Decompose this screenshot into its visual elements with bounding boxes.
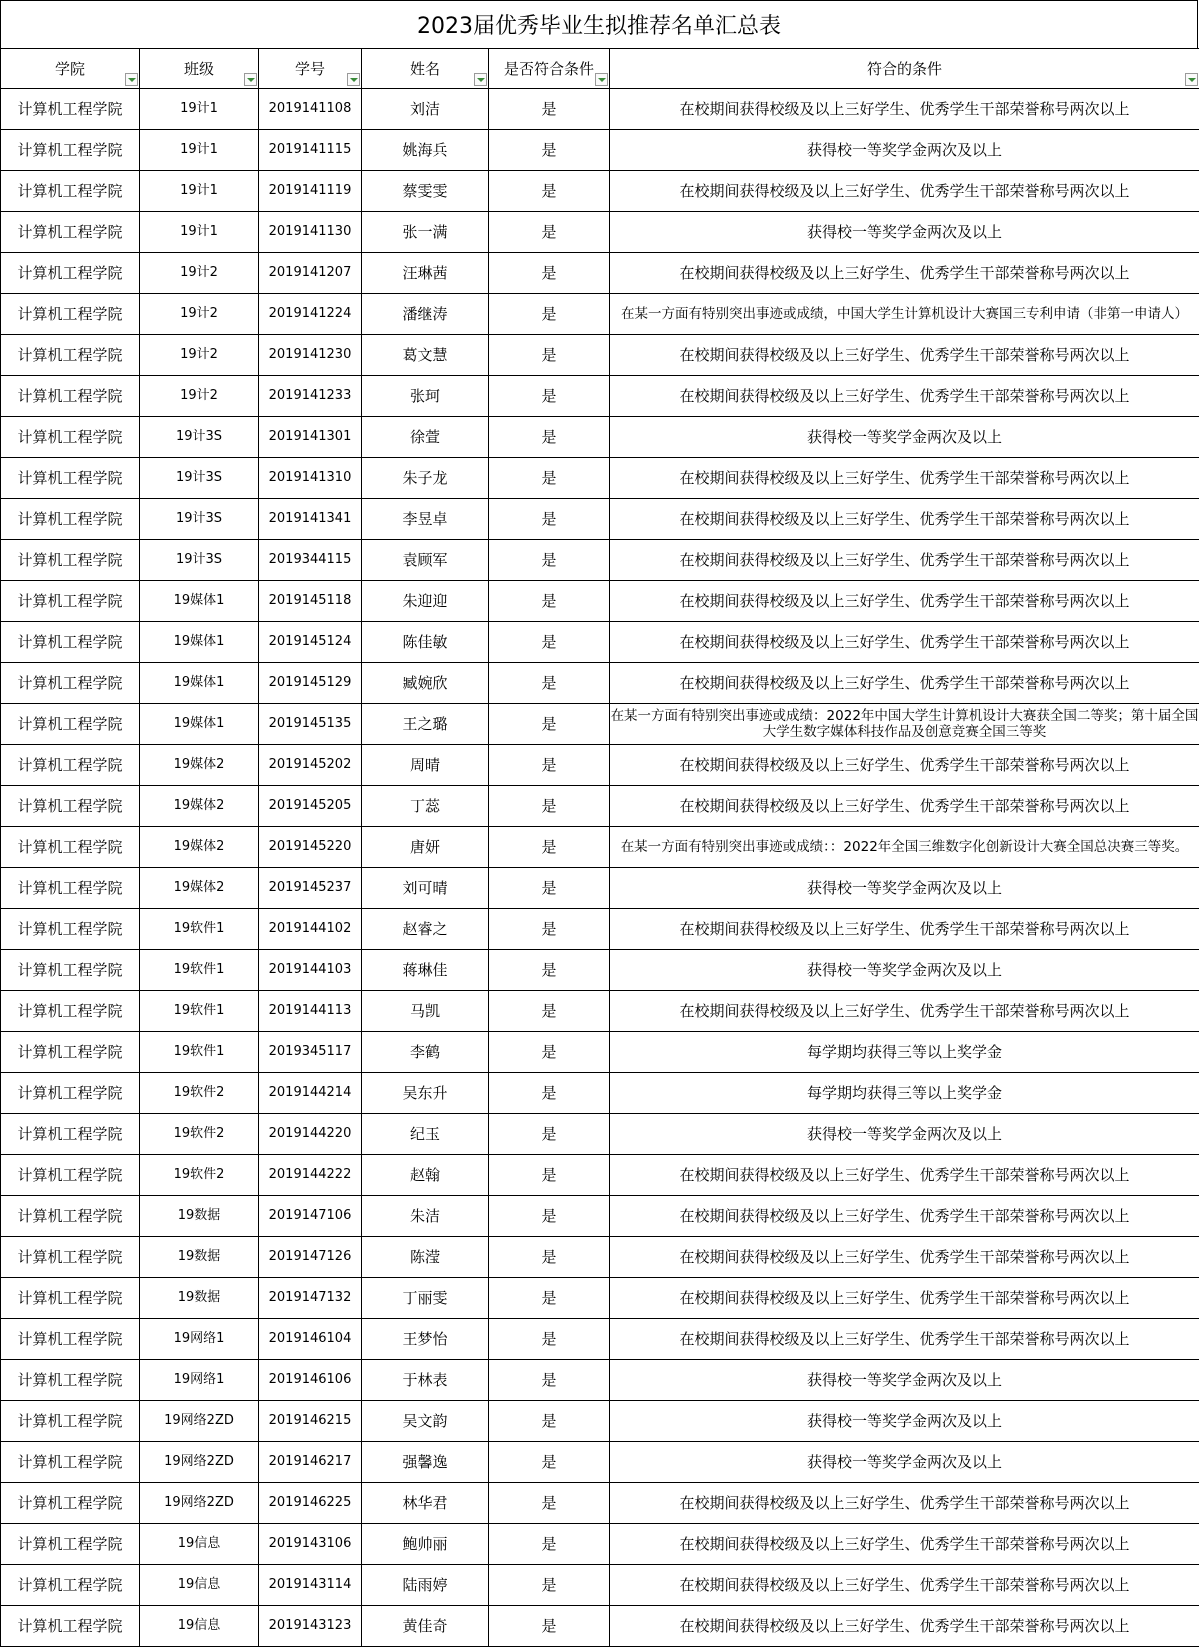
- cell-college[interactable]: 计算机工程学院: [1, 909, 140, 950]
- cell-student-id[interactable]: 2019144103: [259, 950, 362, 991]
- table-row: [1, 991, 1199, 1032]
- cell-conditions[interactable]: 在校期间获得校级及以上三好学生、优秀学生干部荣誉称号两次以上: [610, 1319, 1199, 1360]
- cell-conditions[interactable]: 在校期间获得校级及以上三好学生、优秀学生干部荣誉称号两次以上: [610, 1565, 1199, 1606]
- cell-qualified[interactable]: 是: [489, 417, 610, 458]
- cell-class[interactable]: 19网络1: [140, 1360, 259, 1401]
- cell-student-id[interactable]: 2019141301: [259, 417, 362, 458]
- cell-conditions[interactable]: 在校期间获得校级及以上三好学生、优秀学生干部荣誉称号两次以上: [610, 376, 1199, 417]
- cell-college[interactable]: 计算机工程学院: [1, 1401, 140, 1442]
- cell-conditions[interactable]: 每学期均获得三等以上奖学金: [610, 1073, 1199, 1114]
- cell-class[interactable]: 19网络2ZD: [140, 1483, 259, 1524]
- header-label: 学院: [55, 60, 85, 78]
- cell-qualified[interactable]: 是: [489, 1196, 610, 1237]
- cell-class[interactable]: 19计1: [140, 89, 259, 130]
- cell-name[interactable]: 陈滢: [362, 1237, 489, 1278]
- cell-conditions[interactable]: 在校期间获得校级及以上三好学生、优秀学生干部荣誉称号两次以上: [610, 540, 1199, 581]
- cell-conditions[interactable]: 获得校一等奖学金两次及以上: [610, 1401, 1199, 1442]
- cell-conditions[interactable]: 在校期间获得校级及以上三好学生、优秀学生干部荣誉称号两次以上: [610, 1606, 1199, 1647]
- cell-class[interactable]: 19数据: [140, 1278, 259, 1319]
- cell-college[interactable]: 计算机工程学院: [1, 1155, 140, 1196]
- cell-conditions[interactable]: 在校期间获得校级及以上三好学生、优秀学生干部荣誉称号两次以上: [610, 253, 1199, 294]
- cell-student-id[interactable]: 2019146225: [259, 1483, 362, 1524]
- cell-name[interactable]: 刘可晴: [362, 868, 489, 909]
- cell-conditions[interactable]: 获得校一等奖学金两次及以上: [610, 1442, 1199, 1483]
- cell-class[interactable]: 19计2: [140, 335, 259, 376]
- cell-qualified[interactable]: 是: [489, 1032, 610, 1073]
- cell-college[interactable]: 计算机工程学院: [1, 540, 140, 581]
- cell-student-id[interactable]: 2019144113: [259, 991, 362, 1032]
- cell-name[interactable]: 刘洁: [362, 89, 489, 130]
- cell-student-id[interactable]: 2019141230: [259, 335, 362, 376]
- cell-qualified[interactable]: 是: [489, 335, 610, 376]
- cell-student-id[interactable]: 2019147132: [259, 1278, 362, 1319]
- cell-name[interactable]: 丁蕊: [362, 786, 489, 827]
- header-qualified: [489, 49, 610, 89]
- cell-college[interactable]: 计算机工程学院: [1, 417, 140, 458]
- cell-qualified[interactable]: 是: [489, 1360, 610, 1401]
- cell-college[interactable]: 计算机工程学院: [1, 786, 140, 827]
- cell-qualified[interactable]: 是: [489, 950, 610, 991]
- cell-college[interactable]: 计算机工程学院: [1, 663, 140, 704]
- cell-college[interactable]: 计算机工程学院: [1, 704, 140, 745]
- sheet-title: 2023届优秀毕业生拟推荐名单汇总表: [0, 0, 1198, 49]
- cell-conditions[interactable]: 在某一方面有特别突出事迹或成绩：2022年中国大学生计算机设计大赛获全国二等奖；第十届全国大学生数字媒体科技作品及创意竞赛全国三等奖: [610, 704, 1199, 745]
- filter-dropdown-icon[interactable]: [595, 73, 608, 86]
- cell-conditions[interactable]: 在校期间获得校级及以上三好学生、优秀学生干部荣誉称号两次以上: [610, 1278, 1199, 1319]
- cell-qualified[interactable]: 是: [489, 89, 610, 130]
- cell-student-id[interactable]: 2019144222: [259, 1155, 362, 1196]
- cell-name[interactable]: 李昱卓: [362, 499, 489, 540]
- cell-student-id[interactable]: 2019146215: [259, 1401, 362, 1442]
- cell-qualified[interactable]: 是: [489, 1073, 610, 1114]
- table-row: [1, 909, 1199, 950]
- cell-student-id[interactable]: 2019146106: [259, 1360, 362, 1401]
- cell-name[interactable]: 唐妍: [362, 827, 489, 868]
- cell-student-id[interactable]: 2019146104: [259, 1319, 362, 1360]
- filter-dropdown-icon[interactable]: [347, 73, 360, 86]
- header-label: 符合的条件: [867, 60, 942, 78]
- cell-student-id[interactable]: 2019146217: [259, 1442, 362, 1483]
- filter-dropdown-icon[interactable]: [474, 73, 487, 86]
- cell-college[interactable]: 计算机工程学院: [1, 335, 140, 376]
- cell-conditions[interactable]: 每学期均获得三等以上奖学金: [610, 1032, 1199, 1073]
- cell-college[interactable]: 计算机工程学院: [1, 1606, 140, 1647]
- table-row: [1, 1565, 1199, 1606]
- cell-qualified[interactable]: 是: [489, 540, 610, 581]
- cell-student-id[interactable]: 2019141115: [259, 130, 362, 171]
- cell-student-id[interactable]: 2019141108: [259, 89, 362, 130]
- cell-name[interactable]: 赵翰: [362, 1155, 489, 1196]
- cell-college[interactable]: 计算机工程学院: [1, 1278, 140, 1319]
- table-row: [1, 868, 1199, 909]
- cell-conditions[interactable]: 在校期间获得校级及以上三好学生、优秀学生干部荣誉称号两次以上: [610, 622, 1199, 663]
- header-student-id: [259, 49, 362, 89]
- cell-class[interactable]: 19软件2: [140, 1114, 259, 1155]
- cell-name[interactable]: 赵睿之: [362, 909, 489, 950]
- header-class: [140, 49, 259, 89]
- cell-class[interactable]: 19软件1: [140, 950, 259, 991]
- table-row: [1, 458, 1199, 499]
- cell-qualified[interactable]: 是: [489, 253, 610, 294]
- cell-qualified[interactable]: 是: [489, 1401, 610, 1442]
- cell-class[interactable]: 19媒体1: [140, 663, 259, 704]
- cell-qualified[interactable]: 是: [489, 745, 610, 786]
- cell-student-id[interactable]: 2019141130: [259, 212, 362, 253]
- cell-college[interactable]: 计算机工程学院: [1, 581, 140, 622]
- cell-class[interactable]: 19媒体2: [140, 786, 259, 827]
- cell-name[interactable]: 强馨逸: [362, 1442, 489, 1483]
- cell-conditions[interactable]: 获得校一等奖学金两次及以上: [610, 868, 1199, 909]
- cell-qualified[interactable]: 是: [489, 458, 610, 499]
- cell-college[interactable]: 计算机工程学院: [1, 1032, 140, 1073]
- cell-class[interactable]: 19计3S: [140, 458, 259, 499]
- cell-student-id[interactable]: 2019147106: [259, 1196, 362, 1237]
- cell-student-id[interactable]: 2019345117: [259, 1032, 362, 1073]
- cell-college[interactable]: 计算机工程学院: [1, 1360, 140, 1401]
- header-college: [1, 49, 140, 89]
- table-row: [1, 294, 1199, 335]
- cell-conditions[interactable]: 在校期间获得校级及以上三好学生、优秀学生干部荣誉称号两次以上: [610, 991, 1199, 1032]
- cell-conditions[interactable]: 在校期间获得校级及以上三好学生、优秀学生干部荣誉称号两次以上: [610, 171, 1199, 212]
- table-row: [1, 950, 1199, 991]
- cell-conditions[interactable]: 获得校一等奖学金两次及以上: [610, 1114, 1199, 1155]
- cell-college[interactable]: 计算机工程学院: [1, 1114, 140, 1155]
- cell-student-id[interactable]: 2019147126: [259, 1237, 362, 1278]
- table-row: [1, 1524, 1199, 1565]
- cell-qualified[interactable]: 是: [489, 704, 610, 745]
- cell-name[interactable]: 张珂: [362, 376, 489, 417]
- cell-student-id[interactable]: 2019141207: [259, 253, 362, 294]
- cell-qualified[interactable]: 是: [489, 827, 610, 868]
- table-row: [1, 1401, 1199, 1442]
- cell-name[interactable]: 臧婉欣: [362, 663, 489, 704]
- cell-college[interactable]: 计算机工程学院: [1, 212, 140, 253]
- cell-student-id[interactable]: 2019145118: [259, 581, 362, 622]
- cell-qualified[interactable]: 是: [489, 130, 610, 171]
- cell-name[interactable]: 朱子龙: [362, 458, 489, 499]
- cell-conditions[interactable]: 在校期间获得校级及以上三好学生、优秀学生干部荣誉称号两次以上: [610, 909, 1199, 950]
- header-conditions: [610, 49, 1199, 89]
- cell-name[interactable]: 陈佳敏: [362, 622, 489, 663]
- cell-class[interactable]: 19计2: [140, 294, 259, 335]
- cell-conditions[interactable]: 在校期间获得校级及以上三好学生、优秀学生干部荣誉称号两次以上: [610, 499, 1199, 540]
- table-row: [1, 704, 1199, 745]
- table-row: [1, 171, 1199, 212]
- table-row: [1, 1442, 1199, 1483]
- table-row: [1, 745, 1199, 786]
- table-row: [1, 499, 1199, 540]
- cell-class[interactable]: 19信息: [140, 1524, 259, 1565]
- cell-class[interactable]: 19网络2ZD: [140, 1442, 259, 1483]
- cell-college[interactable]: 计算机工程学院: [1, 171, 140, 212]
- cell-class[interactable]: 19计1: [140, 130, 259, 171]
- cell-student-id[interactable]: 2019141341: [259, 499, 362, 540]
- table-row: [1, 622, 1199, 663]
- cell-class[interactable]: 19计3S: [140, 540, 259, 581]
- cell-college[interactable]: 计算机工程学院: [1, 1565, 140, 1606]
- cell-name[interactable]: 张一满: [362, 212, 489, 253]
- cell-college[interactable]: 计算机工程学院: [1, 745, 140, 786]
- cell-qualified[interactable]: 是: [489, 1524, 610, 1565]
- header-label: 是否符合条件: [504, 60, 594, 78]
- header-label: 姓名: [410, 60, 440, 78]
- recommendation-table: [0, 48, 1199, 1647]
- cell-name[interactable]: 鲍帅丽: [362, 1524, 489, 1565]
- table-row: [1, 1483, 1199, 1524]
- cell-qualified[interactable]: 是: [489, 212, 610, 253]
- cell-name[interactable]: 于林表: [362, 1360, 489, 1401]
- cell-name[interactable]: 丁丽雯: [362, 1278, 489, 1319]
- table-row: [1, 1606, 1199, 1647]
- cell-qualified[interactable]: 是: [489, 663, 610, 704]
- cell-qualified[interactable]: 是: [489, 1442, 610, 1483]
- cell-qualified[interactable]: 是: [489, 1565, 610, 1606]
- cell-conditions[interactable]: 在校期间获得校级及以上三好学生、优秀学生干部荣誉称号两次以上: [610, 1196, 1199, 1237]
- filter-dropdown-icon[interactable]: [125, 73, 138, 86]
- cell-college[interactable]: 计算机工程学院: [1, 458, 140, 499]
- cell-class[interactable]: 19计2: [140, 253, 259, 294]
- cell-class[interactable]: 19计3S: [140, 417, 259, 458]
- cell-qualified[interactable]: 是: [489, 1319, 610, 1360]
- cell-college[interactable]: 计算机工程学院: [1, 130, 140, 171]
- cell-college[interactable]: 计算机工程学院: [1, 1524, 140, 1565]
- cell-student-id[interactable]: 2019145237: [259, 868, 362, 909]
- cell-name[interactable]: 林华君: [362, 1483, 489, 1524]
- filter-dropdown-icon[interactable]: [1185, 73, 1198, 86]
- cell-conditions[interactable]: 在校期间获得校级及以上三好学生、优秀学生干部荣誉称号两次以上: [610, 663, 1199, 704]
- table-row: [1, 827, 1199, 868]
- table-row: [1, 253, 1199, 294]
- cell-qualified[interactable]: 是: [489, 786, 610, 827]
- table-row: [1, 130, 1199, 171]
- cell-name[interactable]: 吴东升: [362, 1073, 489, 1114]
- cell-college[interactable]: 计算机工程学院: [1, 1442, 140, 1483]
- cell-class[interactable]: 19网络1: [140, 1319, 259, 1360]
- filter-dropdown-icon[interactable]: [244, 73, 257, 86]
- table-row: [1, 1032, 1199, 1073]
- table-row: [1, 376, 1199, 417]
- cell-class[interactable]: 19软件1: [140, 1032, 259, 1073]
- table-row: [1, 417, 1199, 458]
- table-row: [1, 1073, 1199, 1114]
- cell-name[interactable]: 徐萱: [362, 417, 489, 458]
- cell-student-id[interactable]: 2019344115: [259, 540, 362, 581]
- table-row: [1, 540, 1199, 581]
- cell-student-id[interactable]: 2019145135: [259, 704, 362, 745]
- cell-college[interactable]: 计算机工程学院: [1, 294, 140, 335]
- cell-name[interactable]: 马凯: [362, 991, 489, 1032]
- cell-name[interactable]: 黄佳奇: [362, 1606, 489, 1647]
- cell-conditions[interactable]: 获得校一等奖学金两次及以上: [610, 212, 1199, 253]
- cell-college[interactable]: 计算机工程学院: [1, 1237, 140, 1278]
- cell-student-id[interactable]: 2019145205: [259, 786, 362, 827]
- cell-conditions[interactable]: 获得校一等奖学金两次及以上: [610, 130, 1199, 171]
- cell-class[interactable]: 19数据: [140, 1237, 259, 1278]
- cell-class[interactable]: 19媒体2: [140, 868, 259, 909]
- cell-qualified[interactable]: 是: [489, 1114, 610, 1155]
- cell-class[interactable]: 19软件1: [140, 991, 259, 1032]
- cell-conditions[interactable]: 在校期间获得校级及以上三好学生、优秀学生干部荣誉称号两次以上: [610, 745, 1199, 786]
- cell-student-id[interactable]: 2019141224: [259, 294, 362, 335]
- cell-name[interactable]: 蒋琳佳: [362, 950, 489, 991]
- cell-name[interactable]: 蔡雯雯: [362, 171, 489, 212]
- table-row: [1, 89, 1199, 130]
- table-row: [1, 1237, 1199, 1278]
- cell-conditions[interactable]: 在校期间获得校级及以上三好学生、优秀学生干部荣誉称号两次以上: [610, 1155, 1199, 1196]
- cell-college[interactable]: 计算机工程学院: [1, 1196, 140, 1237]
- table-row: [1, 1278, 1199, 1319]
- cell-name[interactable]: 李鹤: [362, 1032, 489, 1073]
- cell-conditions[interactable]: 在校期间获得校级及以上三好学生、优秀学生干部荣誉称号两次以上: [610, 1237, 1199, 1278]
- cell-conditions[interactable]: 在校期间获得校级及以上三好学生、优秀学生干部荣誉称号两次以上: [610, 1483, 1199, 1524]
- cell-conditions[interactable]: 在校期间获得校级及以上三好学生、优秀学生干部荣誉称号两次以上: [610, 458, 1199, 499]
- cell-name[interactable]: 纪玉: [362, 1114, 489, 1155]
- cell-student-id[interactable]: 2019144214: [259, 1073, 362, 1114]
- cell-class[interactable]: 19计3S: [140, 499, 259, 540]
- cell-qualified[interactable]: 是: [489, 1483, 610, 1524]
- cell-student-id[interactable]: 2019145202: [259, 745, 362, 786]
- cell-class[interactable]: 19计1: [140, 212, 259, 253]
- cell-qualified[interactable]: 是: [489, 1278, 610, 1319]
- cell-qualified[interactable]: 是: [489, 499, 610, 540]
- cell-name[interactable]: 姚海兵: [362, 130, 489, 171]
- cell-college[interactable]: 计算机工程学院: [1, 868, 140, 909]
- cell-student-id[interactable]: 2019143123: [259, 1606, 362, 1647]
- cell-conditions[interactable]: 在校期间获得校级及以上三好学生、优秀学生干部荣誉称号两次以上: [610, 89, 1199, 130]
- cell-class[interactable]: 19媒体1: [140, 704, 259, 745]
- cell-qualified[interactable]: 是: [489, 1237, 610, 1278]
- cell-class[interactable]: 19媒体2: [140, 827, 259, 868]
- header-name: [362, 49, 489, 89]
- cell-college[interactable]: 计算机工程学院: [1, 1319, 140, 1360]
- cell-conditions[interactable]: 在校期间获得校级及以上三好学生、优秀学生干部荣誉称号两次以上: [610, 786, 1199, 827]
- table-row: [1, 786, 1199, 827]
- cell-student-id[interactable]: 2019145129: [259, 663, 362, 704]
- cell-class[interactable]: 19信息: [140, 1606, 259, 1647]
- cell-student-id[interactable]: 2019144102: [259, 909, 362, 950]
- table-row: [1, 212, 1199, 253]
- table-row: [1, 581, 1199, 622]
- cell-college[interactable]: 计算机工程学院: [1, 253, 140, 294]
- cell-class[interactable]: 19信息: [140, 1565, 259, 1606]
- cell-college[interactable]: 计算机工程学院: [1, 1483, 140, 1524]
- cell-conditions[interactable]: 在校期间获得校级及以上三好学生、优秀学生干部荣誉称号两次以上: [610, 335, 1199, 376]
- cell-name[interactable]: 陆雨婷: [362, 1565, 489, 1606]
- cell-college[interactable]: 计算机工程学院: [1, 1073, 140, 1114]
- cell-class[interactable]: 19软件1: [140, 909, 259, 950]
- cell-conditions[interactable]: 在校期间获得校级及以上三好学生、优秀学生干部荣誉称号两次以上: [610, 581, 1199, 622]
- cell-class[interactable]: 19计1: [140, 171, 259, 212]
- cell-qualified[interactable]: 是: [489, 622, 610, 663]
- cell-conditions[interactable]: 获得校一等奖学金两次及以上: [610, 1360, 1199, 1401]
- cell-college[interactable]: 计算机工程学院: [1, 827, 140, 868]
- cell-college[interactable]: 计算机工程学院: [1, 89, 140, 130]
- table-row: [1, 1196, 1199, 1237]
- cell-qualified[interactable]: 是: [489, 991, 610, 1032]
- cell-student-id[interactable]: 2019143114: [259, 1565, 362, 1606]
- table-row: [1, 1155, 1199, 1196]
- cell-college[interactable]: 计算机工程学院: [1, 499, 140, 540]
- cell-class[interactable]: 19网络2ZD: [140, 1401, 259, 1442]
- table-row: [1, 663, 1199, 704]
- cell-qualified[interactable]: 是: [489, 1606, 610, 1647]
- cell-conditions[interactable]: 在某一方面有特别突出事迹或成绩，中国大学生计算机设计大赛国三专利申请（非第一申请人）: [610, 294, 1199, 335]
- header-label: 班级: [184, 60, 214, 78]
- cell-college[interactable]: 计算机工程学院: [1, 950, 140, 991]
- cell-college[interactable]: 计算机工程学院: [1, 376, 140, 417]
- cell-qualified[interactable]: 是: [489, 868, 610, 909]
- cell-student-id[interactable]: 2019145220: [259, 827, 362, 868]
- cell-college[interactable]: 计算机工程学院: [1, 622, 140, 663]
- cell-college[interactable]: 计算机工程学院: [1, 991, 140, 1032]
- cell-conditions[interactable]: 在校期间获得校级及以上三好学生、优秀学生干部荣誉称号两次以上: [610, 1524, 1199, 1565]
- cell-student-id[interactable]: 2019143106: [259, 1524, 362, 1565]
- cell-name[interactable]: 潘继涛: [362, 294, 489, 335]
- cell-name[interactable]: 吴文韵: [362, 1401, 489, 1442]
- cell-student-id[interactable]: 2019141310: [259, 458, 362, 499]
- cell-class[interactable]: 19媒体1: [140, 622, 259, 663]
- cell-class[interactable]: 19软件2: [140, 1073, 259, 1114]
- table-row: [1, 1319, 1199, 1360]
- cell-qualified[interactable]: 是: [489, 376, 610, 417]
- cell-class[interactable]: 19软件2: [140, 1155, 259, 1196]
- cell-qualified[interactable]: 是: [489, 171, 610, 212]
- cell-qualified[interactable]: 是: [489, 294, 610, 335]
- header-row: [1, 49, 1199, 89]
- cell-qualified[interactable]: 是: [489, 581, 610, 622]
- cell-qualified[interactable]: 是: [489, 909, 610, 950]
- cell-conditions[interactable]: 在某一方面有特别突出事迹或成绩：：2022年全国三维数字化创新设计大赛全国总决赛三等奖。: [610, 827, 1199, 868]
- cell-name[interactable]: 朱洁: [362, 1196, 489, 1237]
- cell-name[interactable]: 周晴: [362, 745, 489, 786]
- cell-conditions[interactable]: 获得校一等奖学金两次及以上: [610, 417, 1199, 458]
- cell-class[interactable]: 19媒体1: [140, 581, 259, 622]
- table-row: [1, 335, 1199, 376]
- cell-qualified[interactable]: 是: [489, 1155, 610, 1196]
- cell-name[interactable]: 汪琳茜: [362, 253, 489, 294]
- cell-student-id[interactable]: 2019145124: [259, 622, 362, 663]
- cell-student-id[interactable]: 2019141233: [259, 376, 362, 417]
- cell-class[interactable]: 19数据: [140, 1196, 259, 1237]
- cell-name[interactable]: 袁顾军: [362, 540, 489, 581]
- header-label: 学号: [295, 60, 325, 78]
- cell-name[interactable]: 葛文慧: [362, 335, 489, 376]
- cell-student-id[interactable]: 2019144220: [259, 1114, 362, 1155]
- table-row: [1, 1360, 1199, 1401]
- cell-name[interactable]: 王之璐: [362, 704, 489, 745]
- cell-class[interactable]: 19计2: [140, 376, 259, 417]
- cell-conditions[interactable]: 获得校一等奖学金两次及以上: [610, 950, 1199, 991]
- table-row: [1, 1114, 1199, 1155]
- cell-class[interactable]: 19媒体2: [140, 745, 259, 786]
- cell-name[interactable]: 朱迎迎: [362, 581, 489, 622]
- cell-name[interactable]: 王梦怡: [362, 1319, 489, 1360]
- cell-student-id[interactable]: 2019141119: [259, 171, 362, 212]
